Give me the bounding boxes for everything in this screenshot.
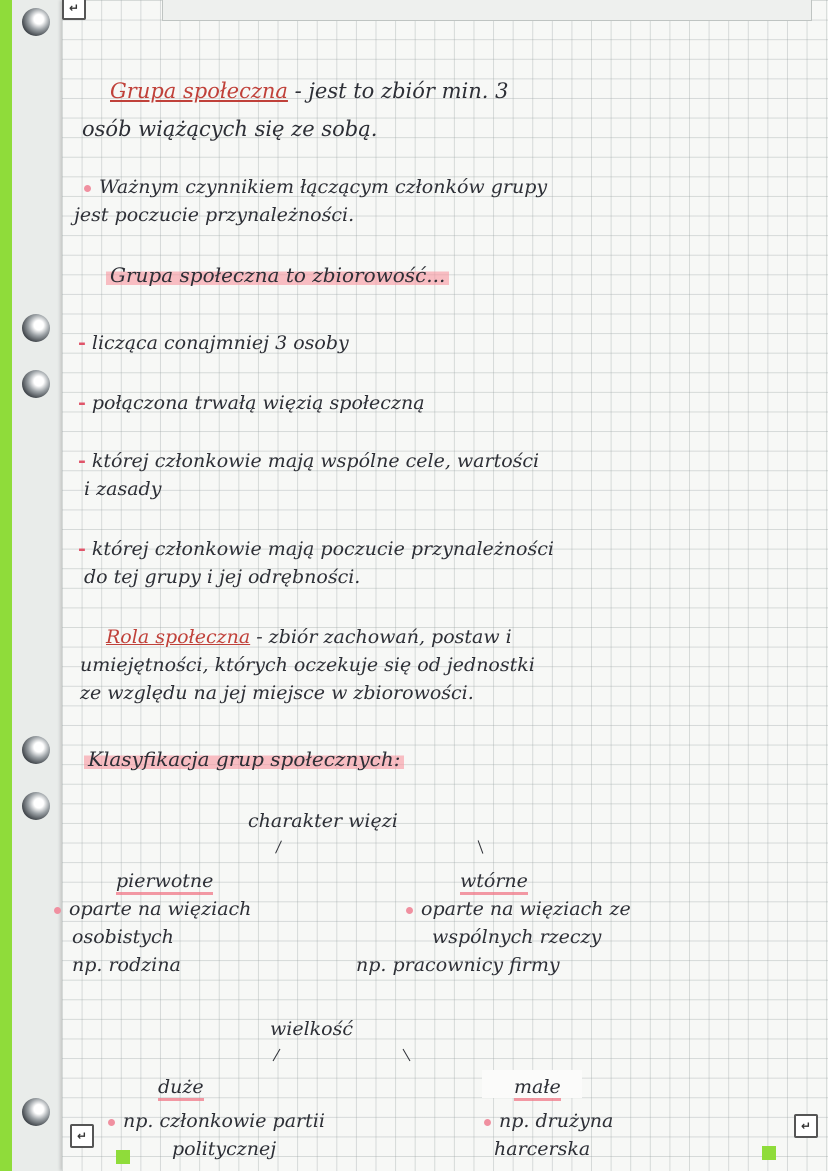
trait-item <box>78 332 349 354</box>
bullet-dot <box>54 907 61 914</box>
definition-line-1 <box>110 80 508 102</box>
binder-hole <box>22 8 50 36</box>
secondary-line-2: wspólnych rzeczy <box>432 926 602 948</box>
small-text-1: np. drużyna <box>499 1110 614 1132</box>
size-label: wielkość <box>270 1018 354 1040</box>
binder-hole <box>22 370 50 398</box>
definition-term: Grupa społeczna <box>110 79 288 103</box>
binder-hole <box>22 1098 50 1126</box>
trait-item <box>78 450 539 472</box>
trait-continuation: i zasady <box>84 478 162 500</box>
role-line-2: umiejętności, których oczekuje się od jednostki <box>80 654 535 676</box>
green-corner-square <box>116 1150 130 1164</box>
trait-text: licząca conajmniej 3 osoby <box>91 332 349 354</box>
role-rest: - zbiór zachowań, postaw i <box>256 626 512 648</box>
trait-continuation: do tej grupy i jej odrębności. <box>84 566 361 588</box>
page-corner-icon: ↵ <box>70 1124 94 1148</box>
bullet-dot <box>108 1119 115 1126</box>
primary-line-3: np. rodzina <box>72 954 181 976</box>
green-margin-strip <box>0 0 12 1171</box>
trait-item <box>78 392 425 414</box>
dash-marker: - <box>78 538 86 560</box>
trait-text: której członkowie mają poczucie przynależności <box>91 538 554 560</box>
definition-line-2: osób wiążących się ze sobą. <box>82 117 378 141</box>
collective-heading-text: Grupa społeczna to zbiorowość... <box>106 263 449 287</box>
large-line-2: politycznej <box>172 1138 277 1160</box>
branch-line <box>273 1049 281 1062</box>
bullet-dot <box>84 185 91 192</box>
bond-character-label: charakter więzi <box>248 810 398 832</box>
trait-item <box>78 538 554 560</box>
small-title <box>514 1076 561 1098</box>
small-line-1 <box>484 1110 613 1132</box>
branch-line <box>403 1049 411 1062</box>
large-text-1: np. członkowie partii <box>123 1110 325 1132</box>
green-corner-square <box>762 1146 776 1160</box>
branch-line <box>275 840 282 853</box>
binder-hole <box>22 792 50 820</box>
small-title-text: małe <box>514 1076 561 1101</box>
role-term: Rola społeczna <box>106 626 251 648</box>
primary-line-1 <box>54 898 251 920</box>
binder-hole <box>22 736 50 764</box>
primary-line-2: osobistych <box>72 926 174 948</box>
factor-text-1: Ważnym czynnikiem łączącym członków grupy <box>99 176 548 198</box>
primary-title-text: pierwotne <box>116 870 213 895</box>
dash-marker: - <box>78 332 86 354</box>
secondary-title-text: wtórne <box>460 870 528 895</box>
classification-heading <box>84 748 404 770</box>
secondary-text-1: oparte na więziach ze <box>421 898 631 920</box>
trait-text: której członkowie mają wspólne cele, wartości <box>91 450 540 472</box>
collective-heading <box>106 264 449 286</box>
definition-rest: - jest to zbiór min. 3 <box>294 79 509 103</box>
trait-text: połączona trwałą więzią społeczną <box>91 392 425 414</box>
role-line-1 <box>106 626 512 648</box>
factor-line-1 <box>84 176 547 198</box>
notebook-page <box>62 0 828 1171</box>
large-title-text: duże <box>158 1076 204 1101</box>
dash-marker: - <box>78 392 86 414</box>
primary-title <box>116 870 213 892</box>
classification-heading-text: Klasyfikacja grup społecznych: <box>84 747 404 771</box>
large-title <box>158 1076 204 1098</box>
secondary-title <box>460 870 528 892</box>
bullet-dot <box>406 907 413 914</box>
page-corner-icon: ↵ <box>794 1114 818 1138</box>
primary-text-1: oparte na więziach <box>69 898 252 920</box>
role-line-3: ze względu na jej miejsce w zbiorowości. <box>80 682 474 704</box>
secondary-line-1 <box>406 898 631 920</box>
binder-hole <box>22 314 50 342</box>
page-top-tab <box>162 0 812 21</box>
secondary-line-3: np. pracownicy firmy <box>356 954 560 976</box>
bullet-dot <box>484 1119 491 1126</box>
factor-line-2: jest poczucie przynależności. <box>74 204 355 226</box>
page-corner-icon: ↵ <box>62 0 86 20</box>
large-line-1 <box>108 1110 325 1132</box>
small-line-2: harcerska <box>494 1138 591 1160</box>
dash-marker: - <box>78 450 86 472</box>
branch-line <box>478 840 484 853</box>
